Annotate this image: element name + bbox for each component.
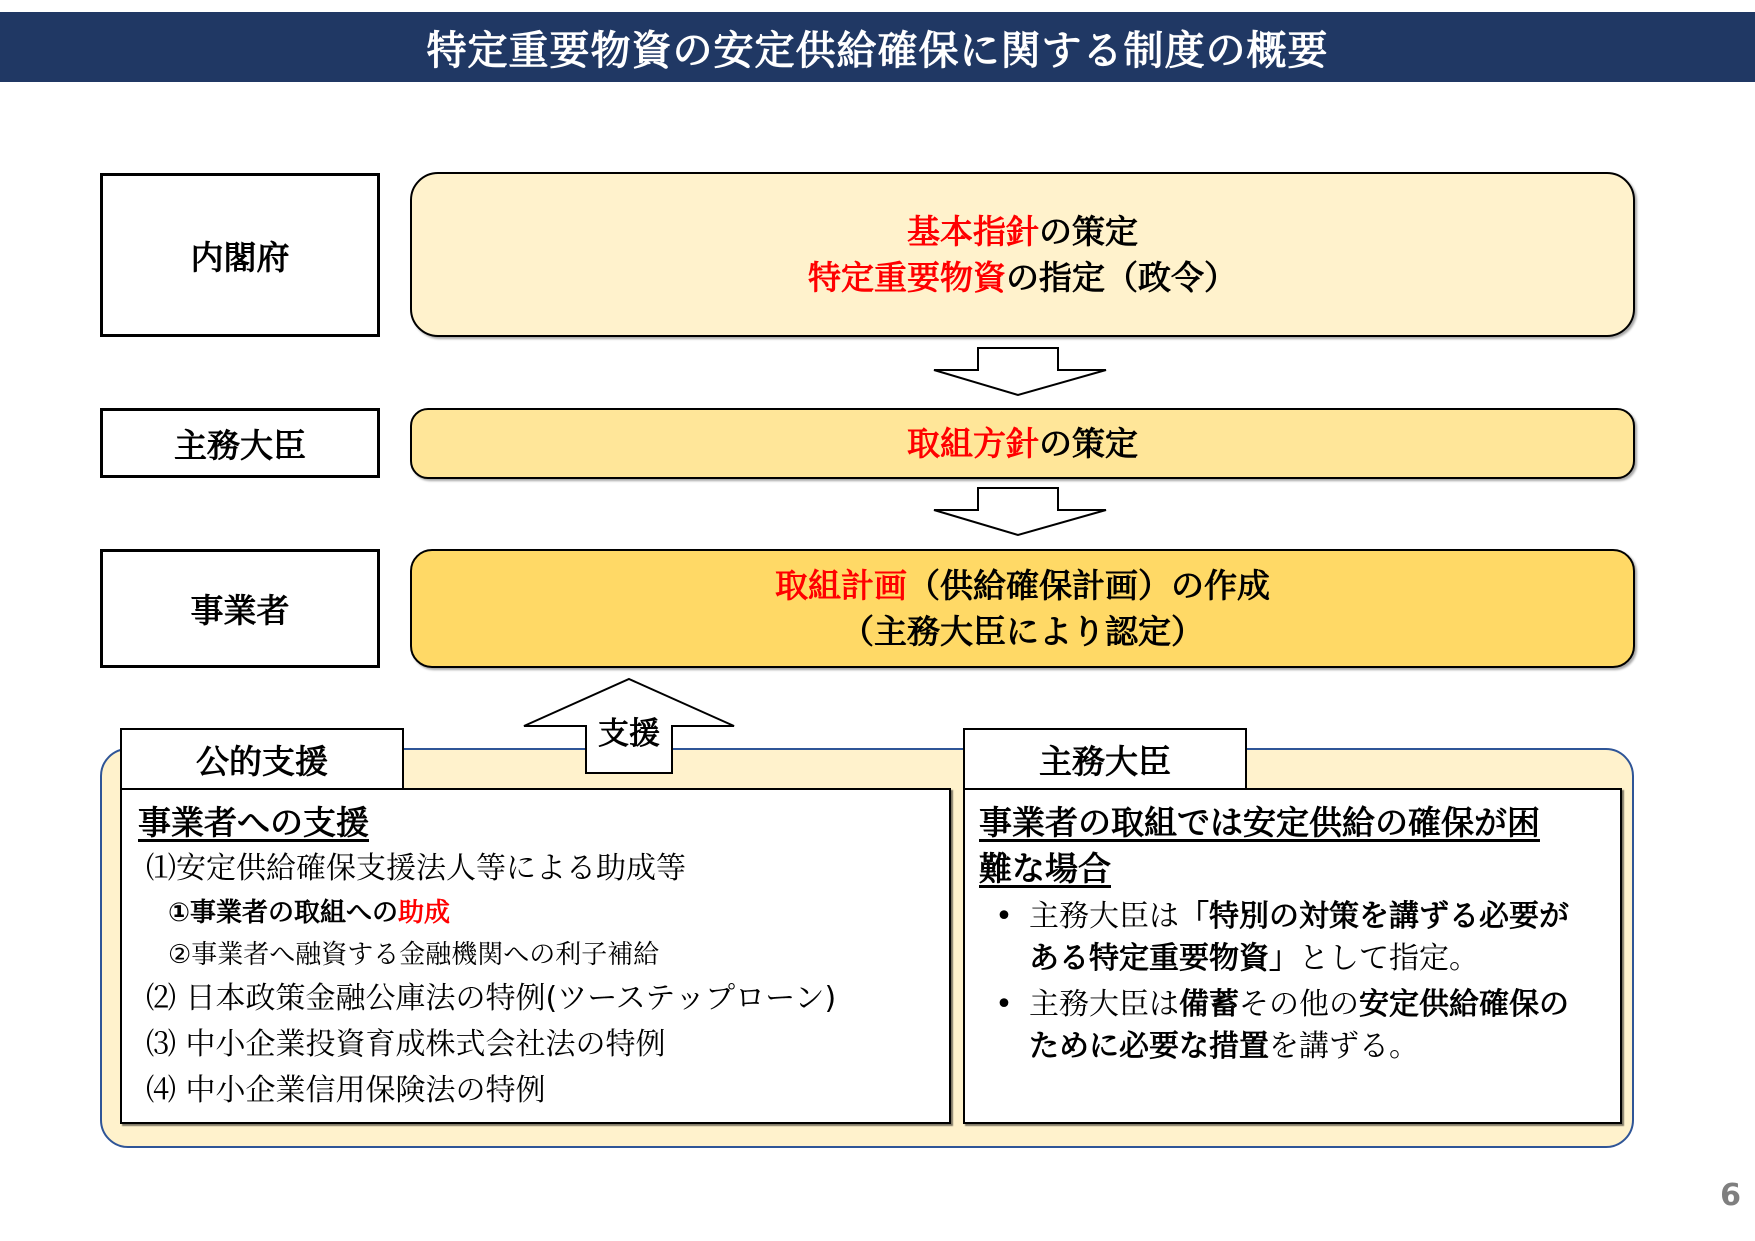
bold-text: 「特別の対策を講ずる必要が — [1179, 899, 1569, 934]
subitem-text: ①事業者の取組への — [168, 898, 399, 928]
highlight-text: 取組方針 — [907, 423, 1039, 463]
bold-text: 安定供給確保の — [1359, 987, 1569, 1022]
flow-line — [907, 209, 1138, 255]
bullet-text — [1029, 896, 1589, 980]
flow-text: の策定 — [1039, 211, 1138, 251]
highlight-text: 特定重要物資 — [808, 257, 1006, 297]
flow-text: （主務大臣により認定） — [841, 611, 1204, 651]
highlight-text: 基本指針 — [907, 211, 1039, 251]
public-support-box — [120, 788, 951, 1124]
support-subitem: ②事業者へ融資する金融機関への利子補給 — [168, 940, 660, 970]
minister-measures-box — [963, 788, 1622, 1124]
bold-text: ある特定重要物資」 — [1029, 941, 1299, 976]
actor-label: 主務大臣 — [174, 425, 306, 465]
text: 主務大臣は — [1029, 987, 1179, 1022]
page-number: 6 — [1720, 1178, 1741, 1213]
tab-label: 主務大臣 — [1039, 741, 1171, 781]
support-arrow-label: 支援 — [598, 716, 660, 752]
flow-box-basic-policy — [410, 172, 1635, 337]
actor-cabinet-office — [100, 173, 380, 337]
down-arrow-icon — [930, 487, 1110, 537]
bullet-item — [979, 896, 1606, 980]
flow-line — [775, 563, 1270, 609]
heading-line: 事業者の取組では安定供給の確保が困 — [979, 803, 1540, 842]
flow-line — [808, 255, 1237, 301]
flow-text: の指定（政令） — [1006, 257, 1237, 297]
minister-heading — [979, 800, 1606, 892]
actor-business-operator — [100, 549, 380, 668]
minister-tab — [963, 728, 1247, 790]
actor-competent-minister — [100, 408, 380, 478]
bold-text: 備蓄 — [1179, 987, 1239, 1022]
flow-line — [907, 421, 1138, 467]
text: 主務大臣は — [1029, 899, 1179, 934]
bullet-text — [1029, 984, 1589, 1068]
support-item: ⑶ 中小企業投資育成株式会社法の特例 — [146, 1027, 666, 1062]
text: を講ずる。 — [1269, 1029, 1419, 1064]
actor-label: 事業者 — [190, 591, 290, 630]
support-item: ⑷ 中小企業信用保険法の特例 — [146, 1073, 546, 1108]
flow-text: （供給確保計画）の作成 — [907, 565, 1270, 605]
heading-line: 難な場合 — [979, 849, 1111, 888]
tab-label: 公的支援 — [196, 741, 328, 781]
flow-box-initiative-plan — [410, 549, 1635, 668]
bullet-item — [979, 984, 1606, 1068]
highlight-text: 取組計画 — [775, 565, 907, 605]
bullet-icon: • — [995, 987, 1013, 1022]
support-subitem — [138, 892, 933, 934]
actor-label: 内閣府 — [190, 237, 290, 277]
highlight-text: 助成 — [398, 898, 451, 928]
flow-line — [841, 609, 1204, 655]
support-item: ⑴安定供給確保支援法人等による助成等 — [146, 851, 686, 886]
bullet-icon: • — [995, 899, 1013, 934]
text: として指定。 — [1299, 941, 1479, 976]
flow-text: の策定 — [1039, 423, 1138, 463]
flow-box-initiative-policy — [410, 408, 1635, 479]
public-support-heading: 事業者への支援 — [138, 803, 369, 842]
public-support-tab — [120, 728, 404, 790]
bold-text: ために必要な措置 — [1029, 1029, 1269, 1064]
support-item: ⑵ 日本政策金融公庫法の特例(ツーステップローン) — [146, 981, 837, 1016]
down-arrow-icon — [930, 347, 1110, 397]
page-title: 特定重要物資の安定供給確保に関する制度の概要 — [0, 12, 1755, 82]
text: その他の — [1239, 987, 1359, 1022]
